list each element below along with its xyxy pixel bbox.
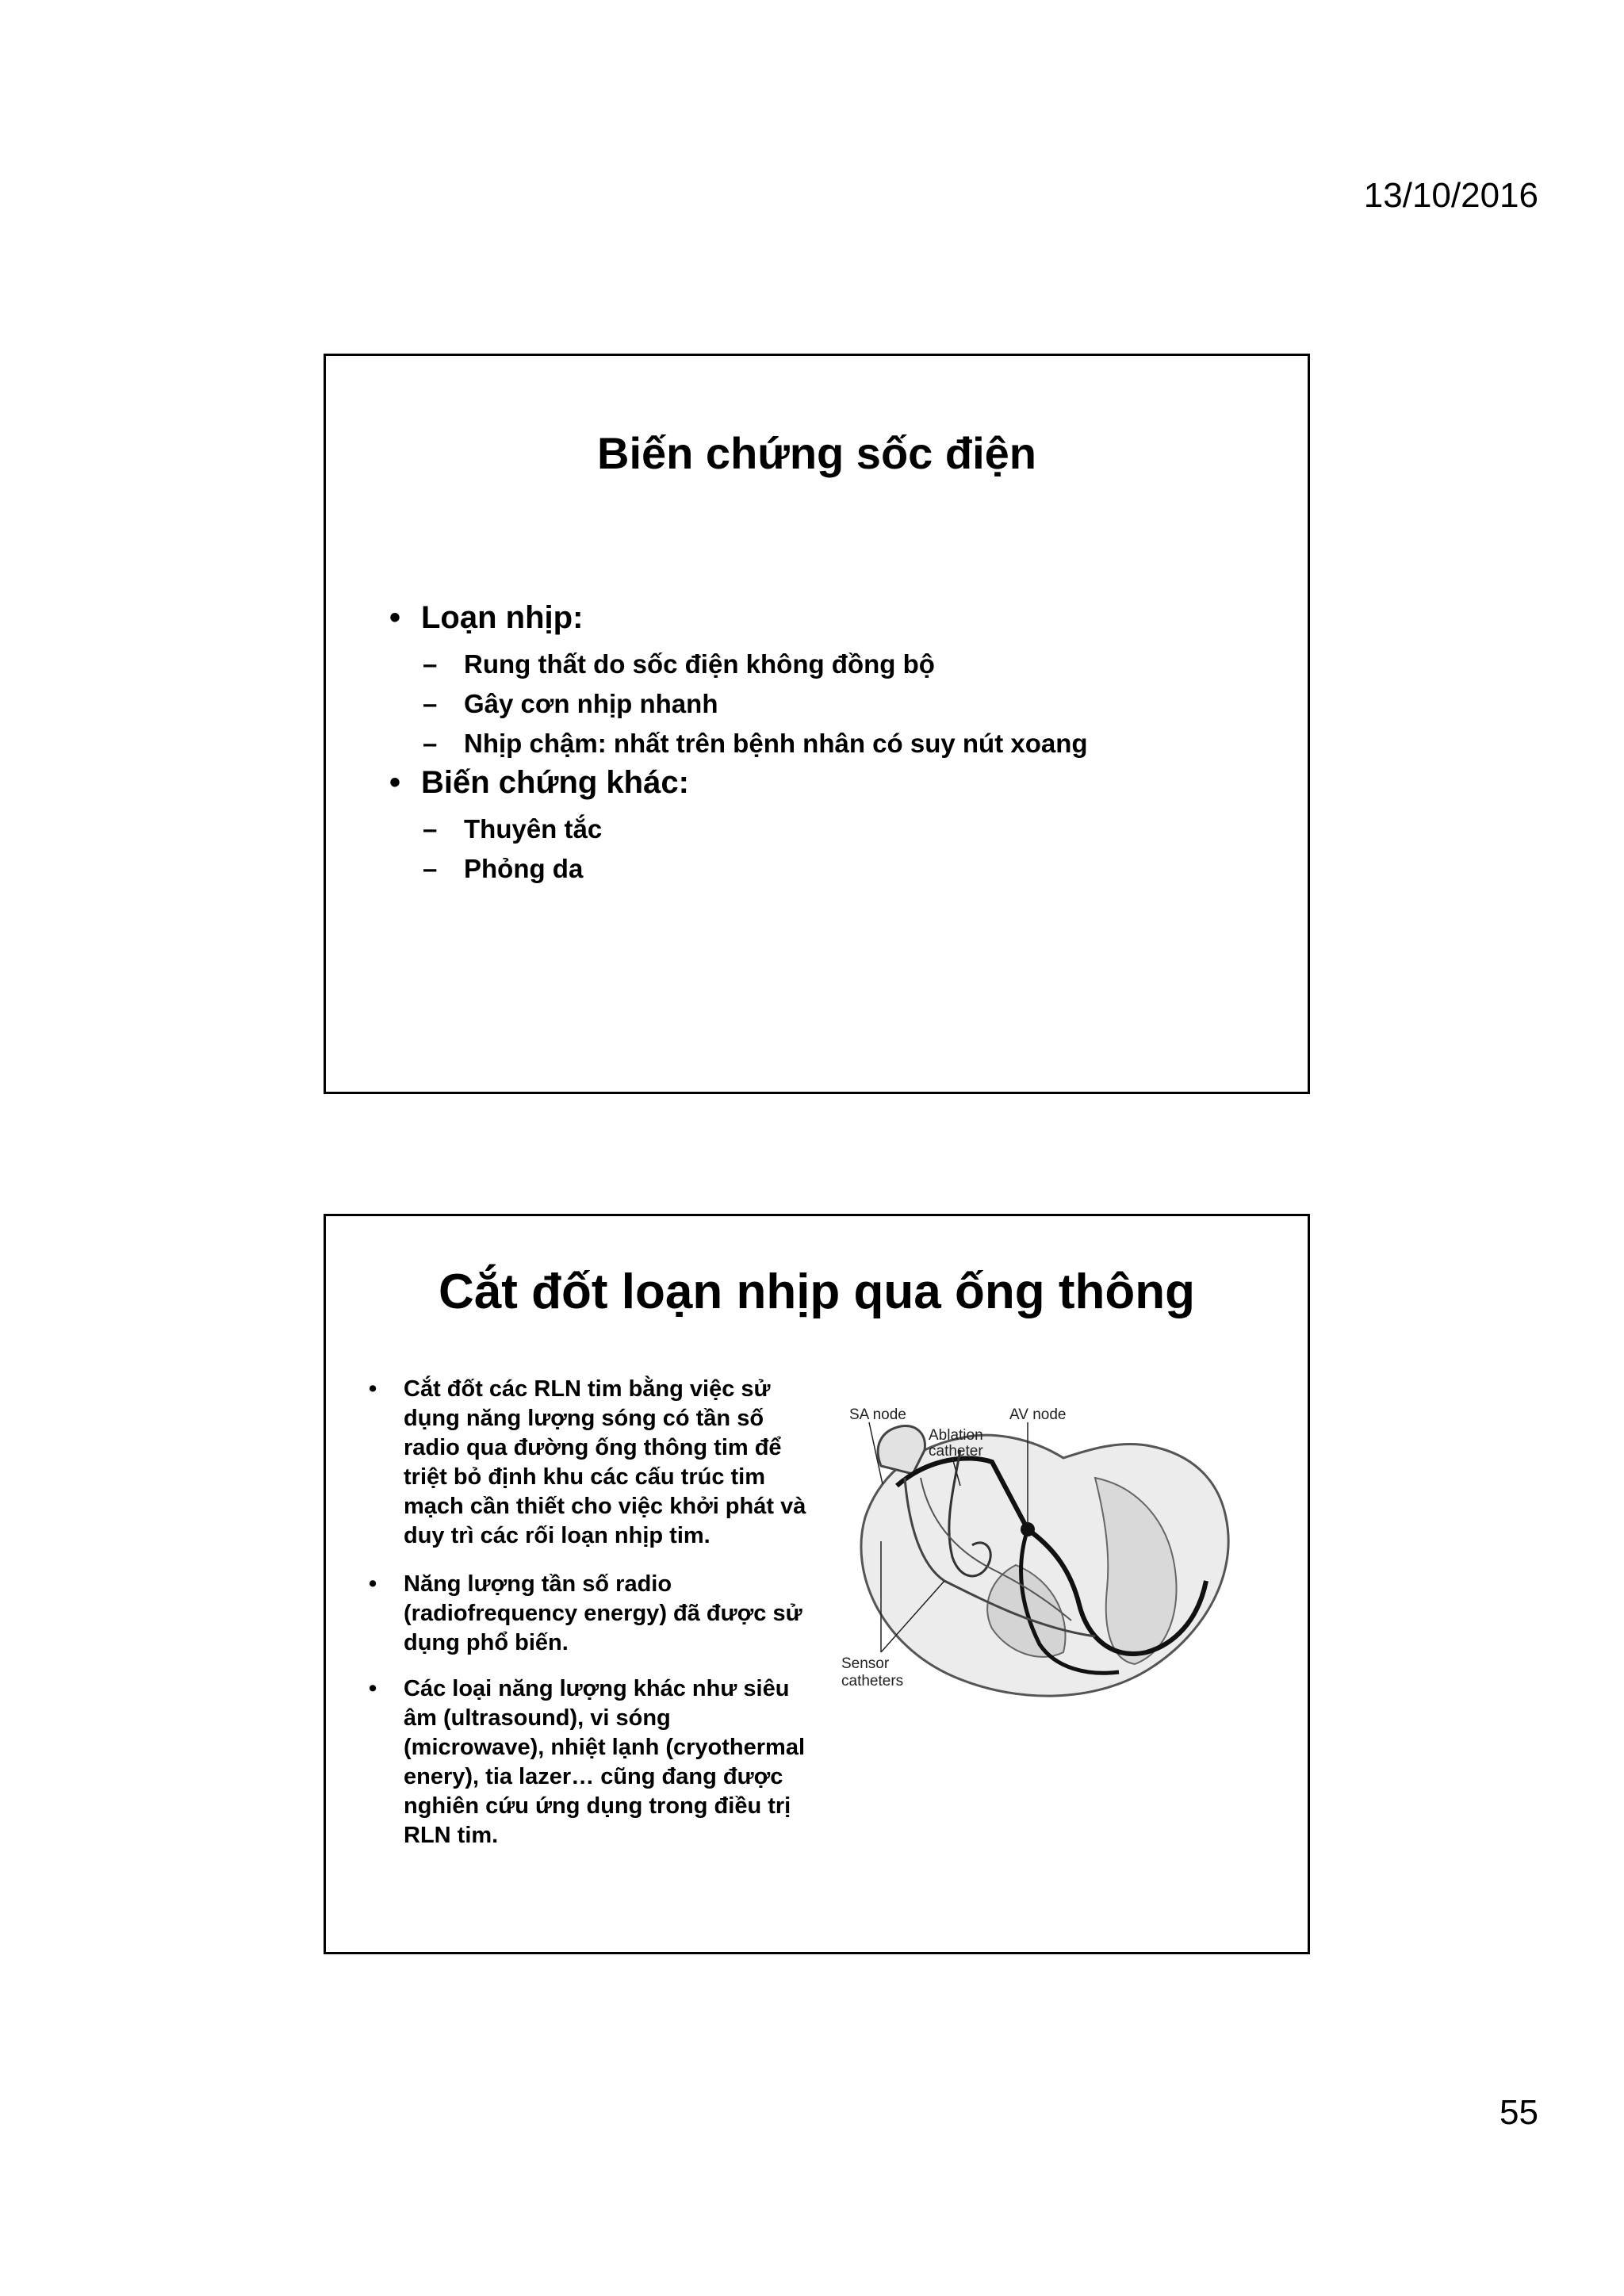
bullet-text: Cắt đốt các RLN tim bằng việc sử dụng năng lượng sóng có tần số radio qua đường ống thông tim để triệt bỏ định khu các cấu trúc tim mạch cần thiết cho việc khởi phát và duy trì các rối loạn nhịp tim. — [404, 1376, 806, 1548]
dash-icon: – — [423, 729, 438, 758]
heart-catheter-illustration — [833, 1391, 1246, 1708]
bullet-dot-icon: • — [389, 765, 401, 800]
bullet-label: Biến chứng khác: — [421, 765, 689, 800]
sub-item-text: Thuyên tắc — [464, 814, 603, 844]
bullet-item — [389, 765, 689, 801]
sub-item — [423, 854, 583, 884]
bullet-item — [369, 1570, 813, 1658]
sub-item — [423, 814, 602, 844]
dash-icon: – — [423, 649, 438, 679]
bullet-text: Năng lượng tần số radio (radiofrequency energy) đã được sử dụng phổ biến. — [404, 1571, 802, 1655]
sub-item — [423, 649, 935, 679]
label-sa-node: SA node — [849, 1406, 906, 1423]
bullet-label: Loạn nhịp: — [421, 600, 584, 635]
dash-icon: – — [423, 814, 438, 844]
bullet-item — [389, 600, 583, 636]
sub-item — [423, 729, 1088, 759]
sub-item — [423, 689, 718, 719]
label-sensor-2: catheters — [841, 1673, 904, 1689]
dash-icon: – — [423, 854, 438, 883]
label-av-node: AV node — [1009, 1406, 1067, 1423]
page-date: 13/10/2016 — [1363, 176, 1538, 215]
bullet-dot-icon: • — [369, 1676, 377, 1701]
slide-title: Biến chứng sốc điện — [597, 428, 1036, 478]
bullet-dot-icon: • — [369, 1376, 377, 1402]
sub-item-text: Rung thất do sốc điện không đồng bộ — [464, 649, 935, 679]
dash-icon: – — [423, 689, 438, 718]
sub-item-text: Phỏng da — [464, 854, 584, 883]
page-number: 55 — [1500, 2093, 1538, 2132]
bullet-dot-icon: • — [389, 600, 401, 635]
bullet-item — [369, 1375, 813, 1551]
label-sensor-1: Sensor — [841, 1655, 890, 1672]
sub-item-text: Gây cơn nhịp nhanh — [464, 689, 718, 718]
label-ablation-1: Ablation — [929, 1427, 983, 1444]
av-node-marker — [1021, 1522, 1035, 1536]
slide-catheter-ablation — [324, 1214, 1310, 1954]
slide-complications — [324, 354, 1310, 1094]
bullet-item — [369, 1674, 813, 1850]
slide-title: Cắt đốt loạn nhịp qua ống thông — [439, 1265, 1195, 1319]
sub-item-text: Nhịp chậm: nhất trên bệnh nhân có suy nút xoang — [464, 729, 1088, 758]
bullet-text: Các loại năng lượng khác như siêu âm (ultrasound), vi sóng (microwave), nhiệt lạnh (cryothermal enery), tia lazer… cũng đang được nghiên cứu ứng dụng trong điều trị RLN tim. — [404, 1676, 806, 1848]
bullet-dot-icon: • — [369, 1571, 377, 1597]
label-ablation-2: catheter — [929, 1443, 983, 1460]
